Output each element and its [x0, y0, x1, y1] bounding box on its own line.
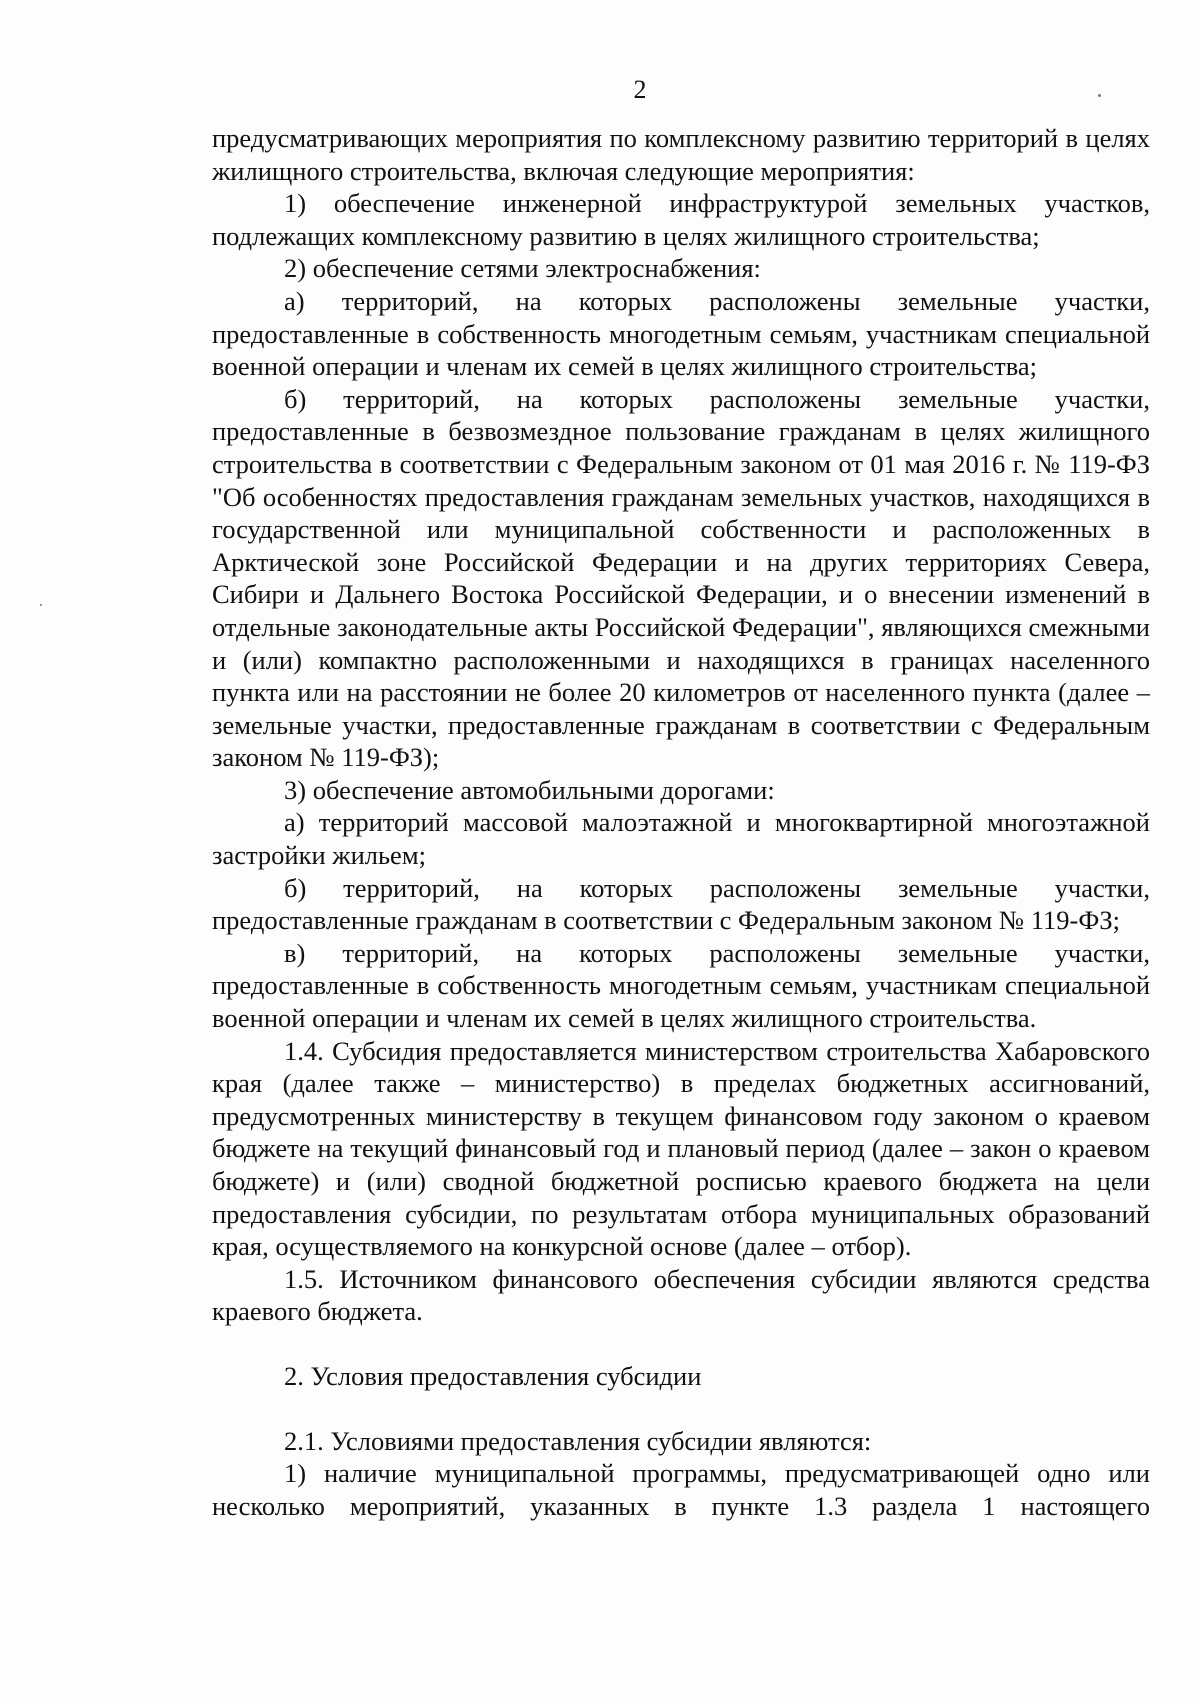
- paragraph-item-3b: б) территорий, на которых расположены земельные участки, предоставленные гражданам в соответствии с Федеральным законом № 119-ФЗ;: [212, 872, 1150, 936]
- paragraph-item-2b: б) территорий, на которых расположены земельные участки, предоставленные в безвозмездное пользование гражданам в целях жилищного строительства в соответствии с Федеральным законом от 01 мая 2016 г. № 119-ФЗ "Об особенностях предоставления гражданам земельных участков, находящихся в государственной или муниципальной собственности и расположенных в Арктической зоне Российской Федерации и на других территориях Севера, Сибири и Дальнего Востока Российской Федерации, и о внесении изменений в отдельные законодательные акты Российской Федерации", являющихся смежными и (или) компактно расположенными и находящихся в границах населенного пункта или на расстоянии не более 20 километров от населенного пункта (далее – земельные участки, предоставленные гражданам в соответствии с Федеральным законом № 119-ФЗ);: [212, 383, 1150, 773]
- paragraph-item-1: 1) обеспечение инженерной инфраструктурой земельных участков, подлежащих комплексному развитию в целях жилищного строительства;: [212, 188, 1150, 251]
- paragraph-intro: предусматривающих мероприятия по комплексному развитию территорий в целях жилищного строительства, включая следующие мероприятия:: [212, 123, 1150, 186]
- paragraph-item-3a: а) территорий массовой малоэтажной и многоквартирной многоэтажной застройки жильем;: [212, 807, 1150, 871]
- paragraph-2-1: 2.1. Условиями предоставления субсидии являются:: [284, 1425, 872, 1456]
- paragraph-item-3v: в) территорий, на которых расположены земельные участки, предоставленные в собственность многодетным семьям, участникам специальной военной операции и членам их семей в целях жилищного строительства.: [212, 937, 1150, 1034]
- scan-speck: [40, 604, 42, 606]
- section-heading: 2. Условия предоставления субсидии: [284, 1360, 702, 1391]
- paragraph-1-4: 1.4. Субсидия предоставляется министерством строительства Хабаровского края (далее также – министерство) в пределах бюджетных ассигнований, предусмотренных министерству в текущем финансовом году законом о краевом бюджете на текущий финансовый год и плановый период (далее – закон о краевом бюджете) и (или) сводной бюджетной росписью краевого бюджета на цели предоставления субсидии, по результатам отбора муниципальных образований края, осуществляемого на конкурсной основе (далее – отбор).: [212, 1035, 1150, 1262]
- paragraph-1-5: 1.5. Источником финансового обеспечения субсидии являются средства краевого бюджета.: [212, 1263, 1150, 1327]
- paragraph-item-3: 3) обеспечение автомобильными дорогами:: [284, 774, 775, 805]
- paragraph-2-1-item-1: 1) наличие муниципальной программы, предусматривающей одно или несколько мероприятий, указанных в пункте 1.3 раздела 1 настоящего: [212, 1458, 1150, 1521]
- document-body: [212, 122, 1150, 1522]
- page-number: 2: [633, 75, 647, 104]
- paragraph-item-2: 2) обеспечение сетями электроснабжения:: [284, 253, 761, 284]
- paragraph-item-2a: а) территорий, на которых расположены земельные участки, предоставленные в собственность многодетным семьям, участникам специальной военной операции и членам их семей в целях жилищного строительства;: [212, 285, 1150, 382]
- scan-speck: [1098, 94, 1101, 97]
